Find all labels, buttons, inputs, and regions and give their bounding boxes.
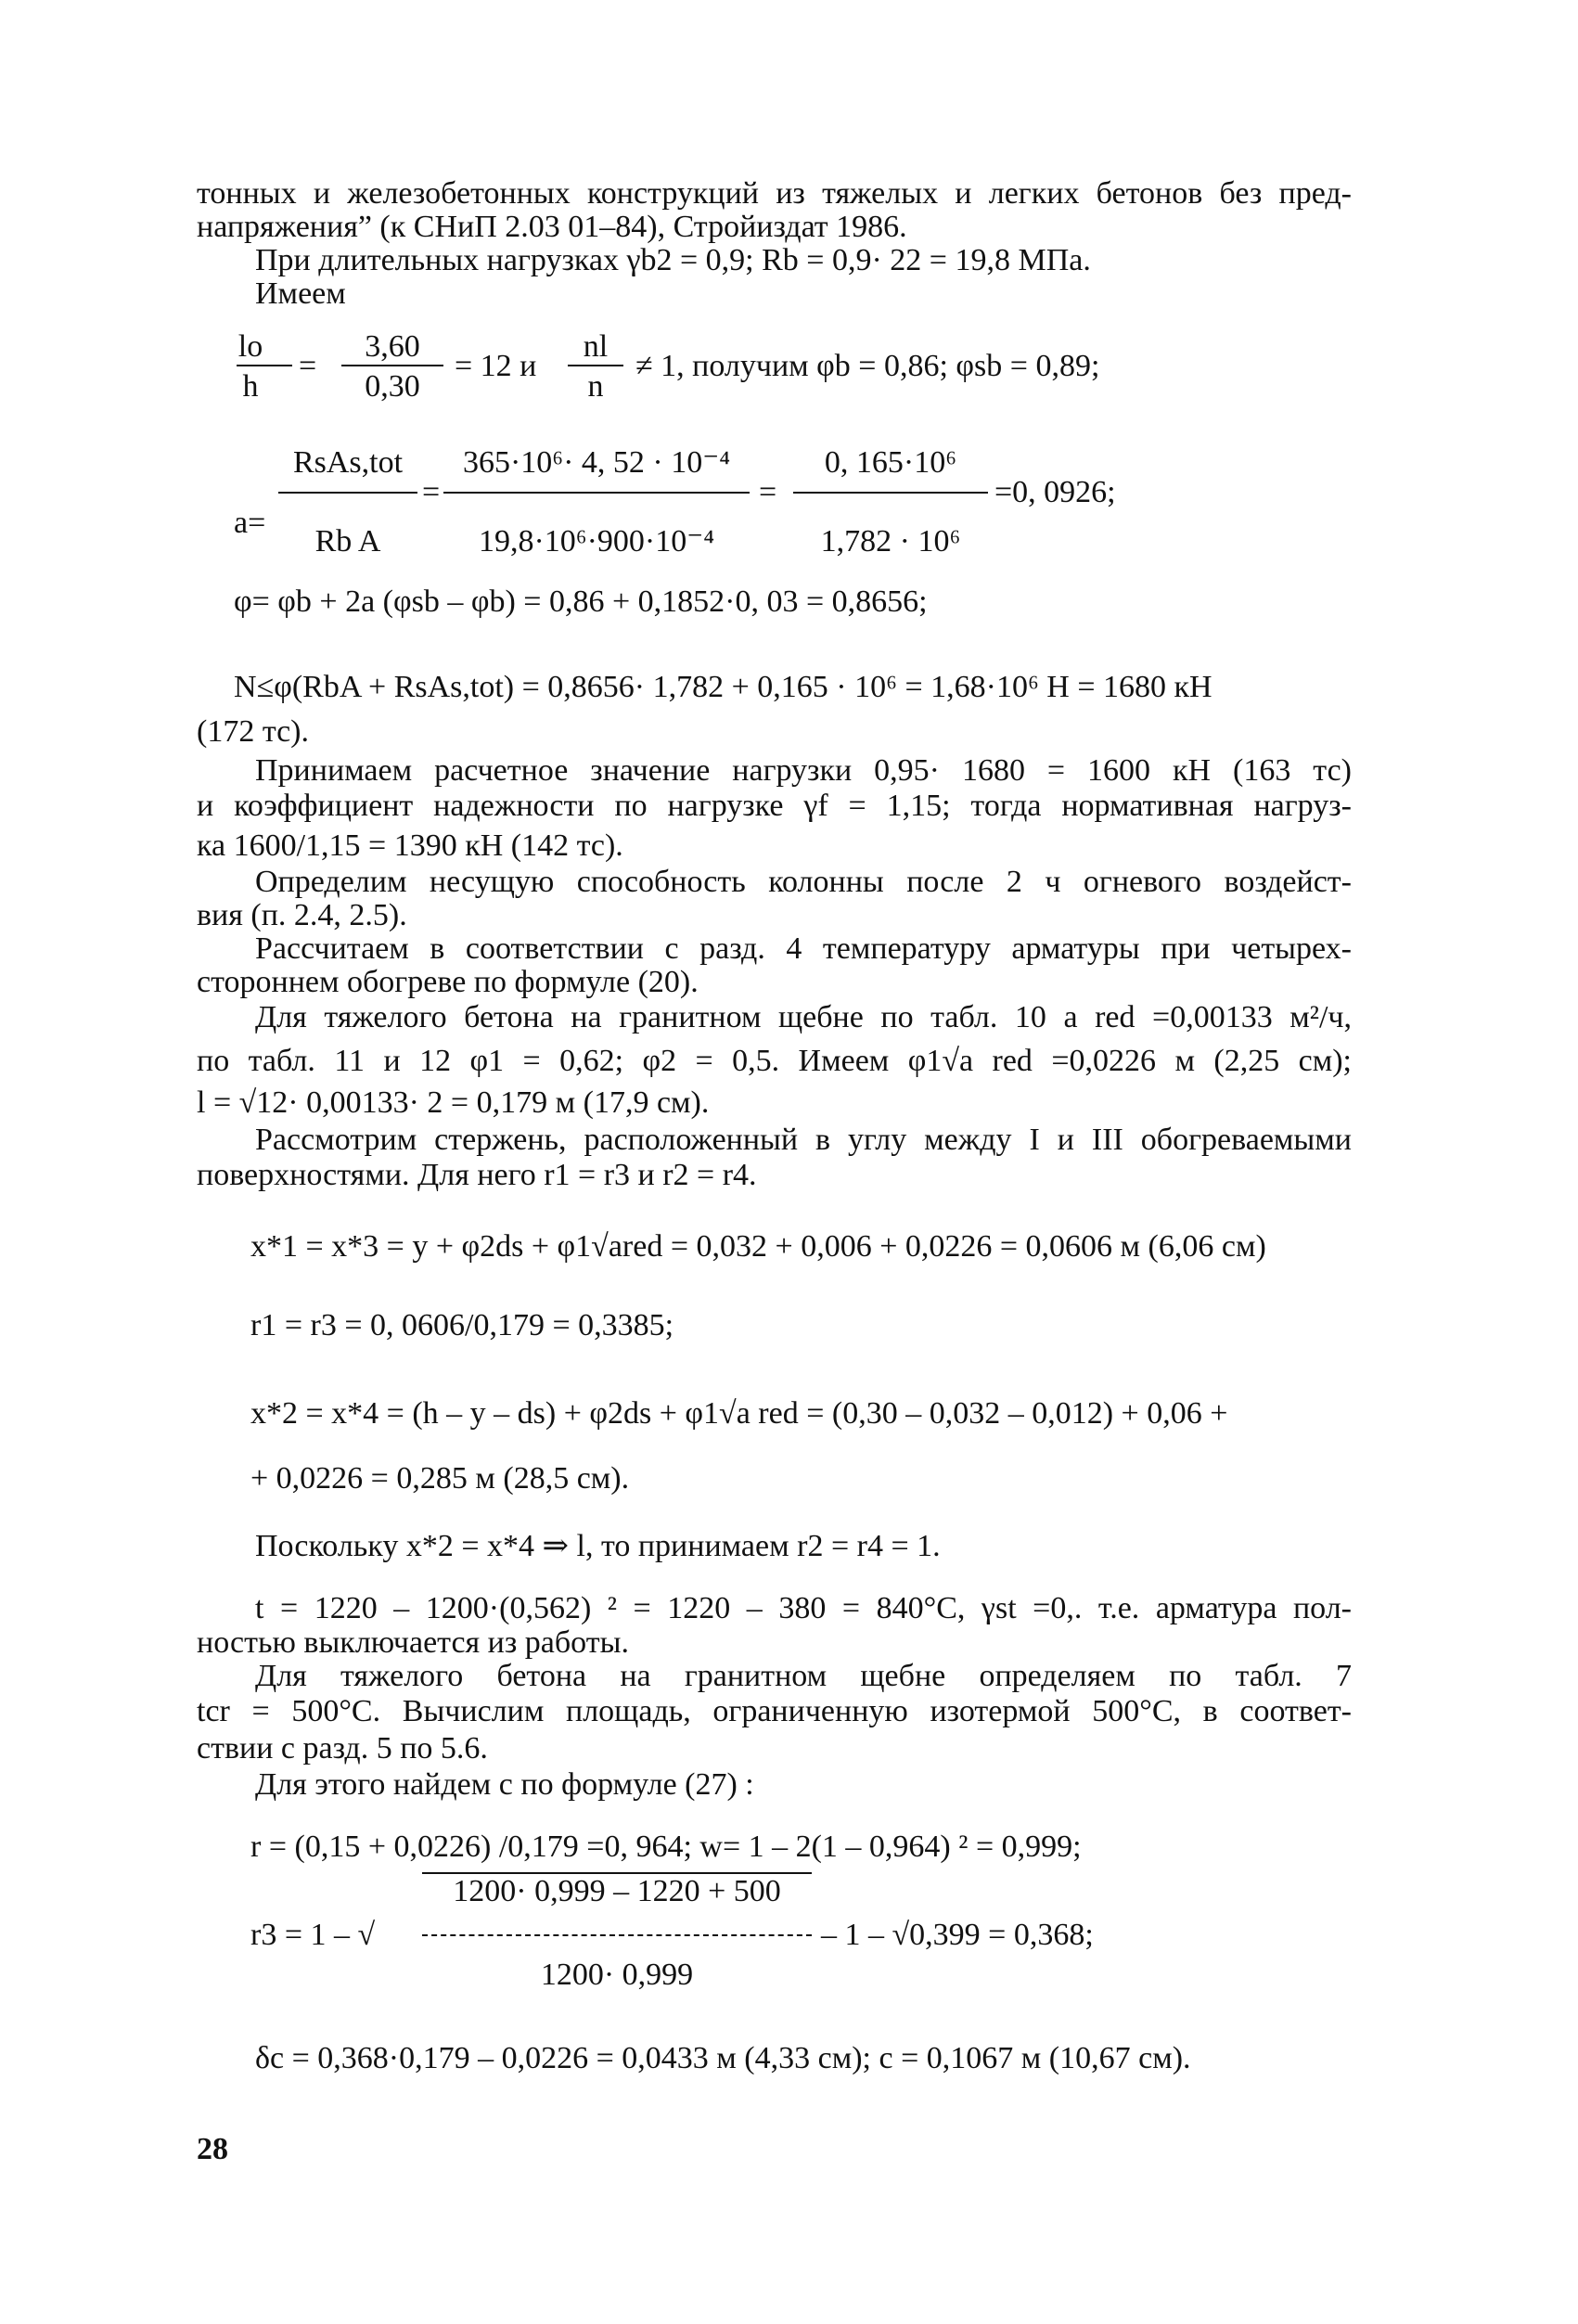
eq1-bar-2 [568,365,623,366]
eq1-n: n [587,369,604,404]
eq2-num1: RsAs,tot [292,445,404,480]
para5-line-1: Рассмотрим стержень, расположенный в углу между I и III обогреваемыми [255,1123,1352,1157]
eq10-den: 1200· 0,999 [540,1958,694,1992]
eq2-bar-1 [278,492,417,494]
eq2-bar-2 [443,492,750,494]
para3-line-1: Рассчитаем в соответствии с разд. 4 температуру арматуры при четырех- [255,931,1352,966]
eq1-nl: nl [583,329,609,364]
eq2-eq2: = [759,475,777,509]
para2-line-2: вия (п. 2.4, 2.5). [197,898,407,932]
eq2-tail: =0, 0926; [994,475,1116,509]
eq2-num2: 365·10⁶· 4, 52 · 10⁻⁴ [462,445,731,480]
eq1-bar-0 [237,365,292,366]
para6-line-2: ностью выключается из работы. [197,1625,629,1660]
eq10-frac-bar [422,1934,812,1936]
para5-line-2: поверхностями. Для него r1 = r3 и r2 = r4. [197,1158,757,1192]
eq1-bar-1 [341,365,443,366]
eq1-eq-sign: = [299,349,317,383]
para7-line-2: tcr = 500°С. Вычислим площадь, ограниченную изотермой 500°С, в соответ- [197,1694,1352,1728]
eq2-den2: 19,8·10⁶·900·10⁻⁴ [478,524,715,559]
eq2-den1: Rb A [314,524,381,559]
para2-line-1: Определим несущую способность колонны после 2 ч огневого воздейст- [255,865,1352,899]
eq9: r = (0,15 + 0,0226) /0,179 =0, 964; w= 1 – 2(1 – 0,964) ² = 0,999; [250,1830,1082,1864]
para4-line-1: Для тяжелого бетона на гранитном щебне по табл. 10 a red =0,00133 м²/ч, [255,1000,1352,1034]
eq3: φ= φb + 2a (φsb – φb) = 0,86 + 0,1852·0, 03 = 0,8656; [234,584,928,619]
para4-line-3: l = √12· 0,00133· 2 = 0,179 м (17,9 см). [197,1085,710,1120]
eq4: N≤φ(RbA + RsAs,tot) = 0,8656· 1,782 + 0,165 · 10⁶ = 1,68·10⁶ Н = 1680 кН [234,670,1212,704]
eq2-num3: 0, 165·10⁶ [824,445,957,480]
eq2-a: a= [234,506,266,540]
eq7b: + 0,0226 = 0,285 м (28,5 см). [250,1461,630,1496]
eq8: Поскольку x*2 = x*4 ⇒ l, то принимаем r2 = r4 = 1. [255,1529,941,1563]
eq6: r1 = r3 = 0, 0606/0,179 = 0,3385; [250,1308,674,1342]
eq1-h: h [242,369,259,404]
eq5: x*1 = x*3 = y + φ2ds + φ1√ared = 0,032 + 0,006 + 0,0226 = 0,0606 м (6,06 см) [250,1229,1266,1264]
intro-line-3: При длительных нагрузках γb2 = 0,9; Rb = 0,9· 22 = 19,8 МПа. [255,243,1091,277]
eq1-tail: ≠ 1, получим φb = 0,86; φsb = 0,89; [635,349,1100,383]
eq10-num: 1200· 0,999 – 1220 + 500 [453,1874,781,1908]
para7-line-3: ствии с разд. 5 по 5.6. [197,1731,488,1765]
eq4b: (172 тс). [197,714,310,749]
eq2-den3: 1,782 · 10⁶ [820,524,961,559]
eq1-lo: lo [237,329,263,364]
para8: Для этого найдем c по формуле (27) : [255,1767,754,1802]
eq10-lhs: r3 = 1 – √ [250,1918,376,1952]
page-number: 28 [197,2132,228,2166]
para4-line-2: по табл. 11 и 12 φ1 = 0,62; φ2 = 0,5. Имеем φ1√a red =0,0226 м (2,25 см); [197,1044,1352,1078]
para1-line-2: и коэффициент надежности по нагрузке γf = 1,15; тогда нормативная нагруз- [197,789,1352,823]
para3-line-2: стороннем обогреве по формуле (20). [197,965,699,999]
eq10-radical-bar [422,1872,812,1874]
para1-line-3: ка 1600/1,15 = 1390 кН (142 тс). [197,828,623,863]
eq11: δc = 0,368·0,179 – 0,0226 = 0,0433 м (4,33 см); c = 0,1067 м (10,67 см). [255,2041,1191,2075]
intro-line-2: напряжения” (к СНиП 2.03 01–84), Стройиздат 1986. [197,210,907,244]
eq1-mid: = 12 и [455,349,537,383]
eq10-tail: – 1 – √0,399 = 0,368; [821,1918,1094,1952]
eq1-num1: 3,60 [365,329,420,364]
eq7: x*2 = x*4 = (h – y – ds) + φ2ds + φ1√a red = (0,30 – 0,032 – 0,012) + 0,06 + [250,1396,1228,1431]
intro-line-1: тонных и железобетонных конструкций из тяжелых и легких бетонов без пред- [197,176,1352,211]
para1-line-1: Принимаем расчетное значение нагрузки 0,95· 1680 = 1600 кН (163 тс) [255,753,1352,788]
intro-line-4: Имеем [255,276,346,311]
para6-line-1: t = 1220 – 1200·(0,562) ² = 1220 – 380 = 840°С, γst =0,. т.е. арматура пол- [255,1591,1352,1625]
para7-line-1: Для тяжелого бетона на гранитном щебне определяем по табл. 7 [255,1659,1352,1693]
eq2-eq1: = [422,475,441,509]
eq2-bar-3 [793,492,988,494]
eq1-den1: 0,30 [365,369,420,404]
